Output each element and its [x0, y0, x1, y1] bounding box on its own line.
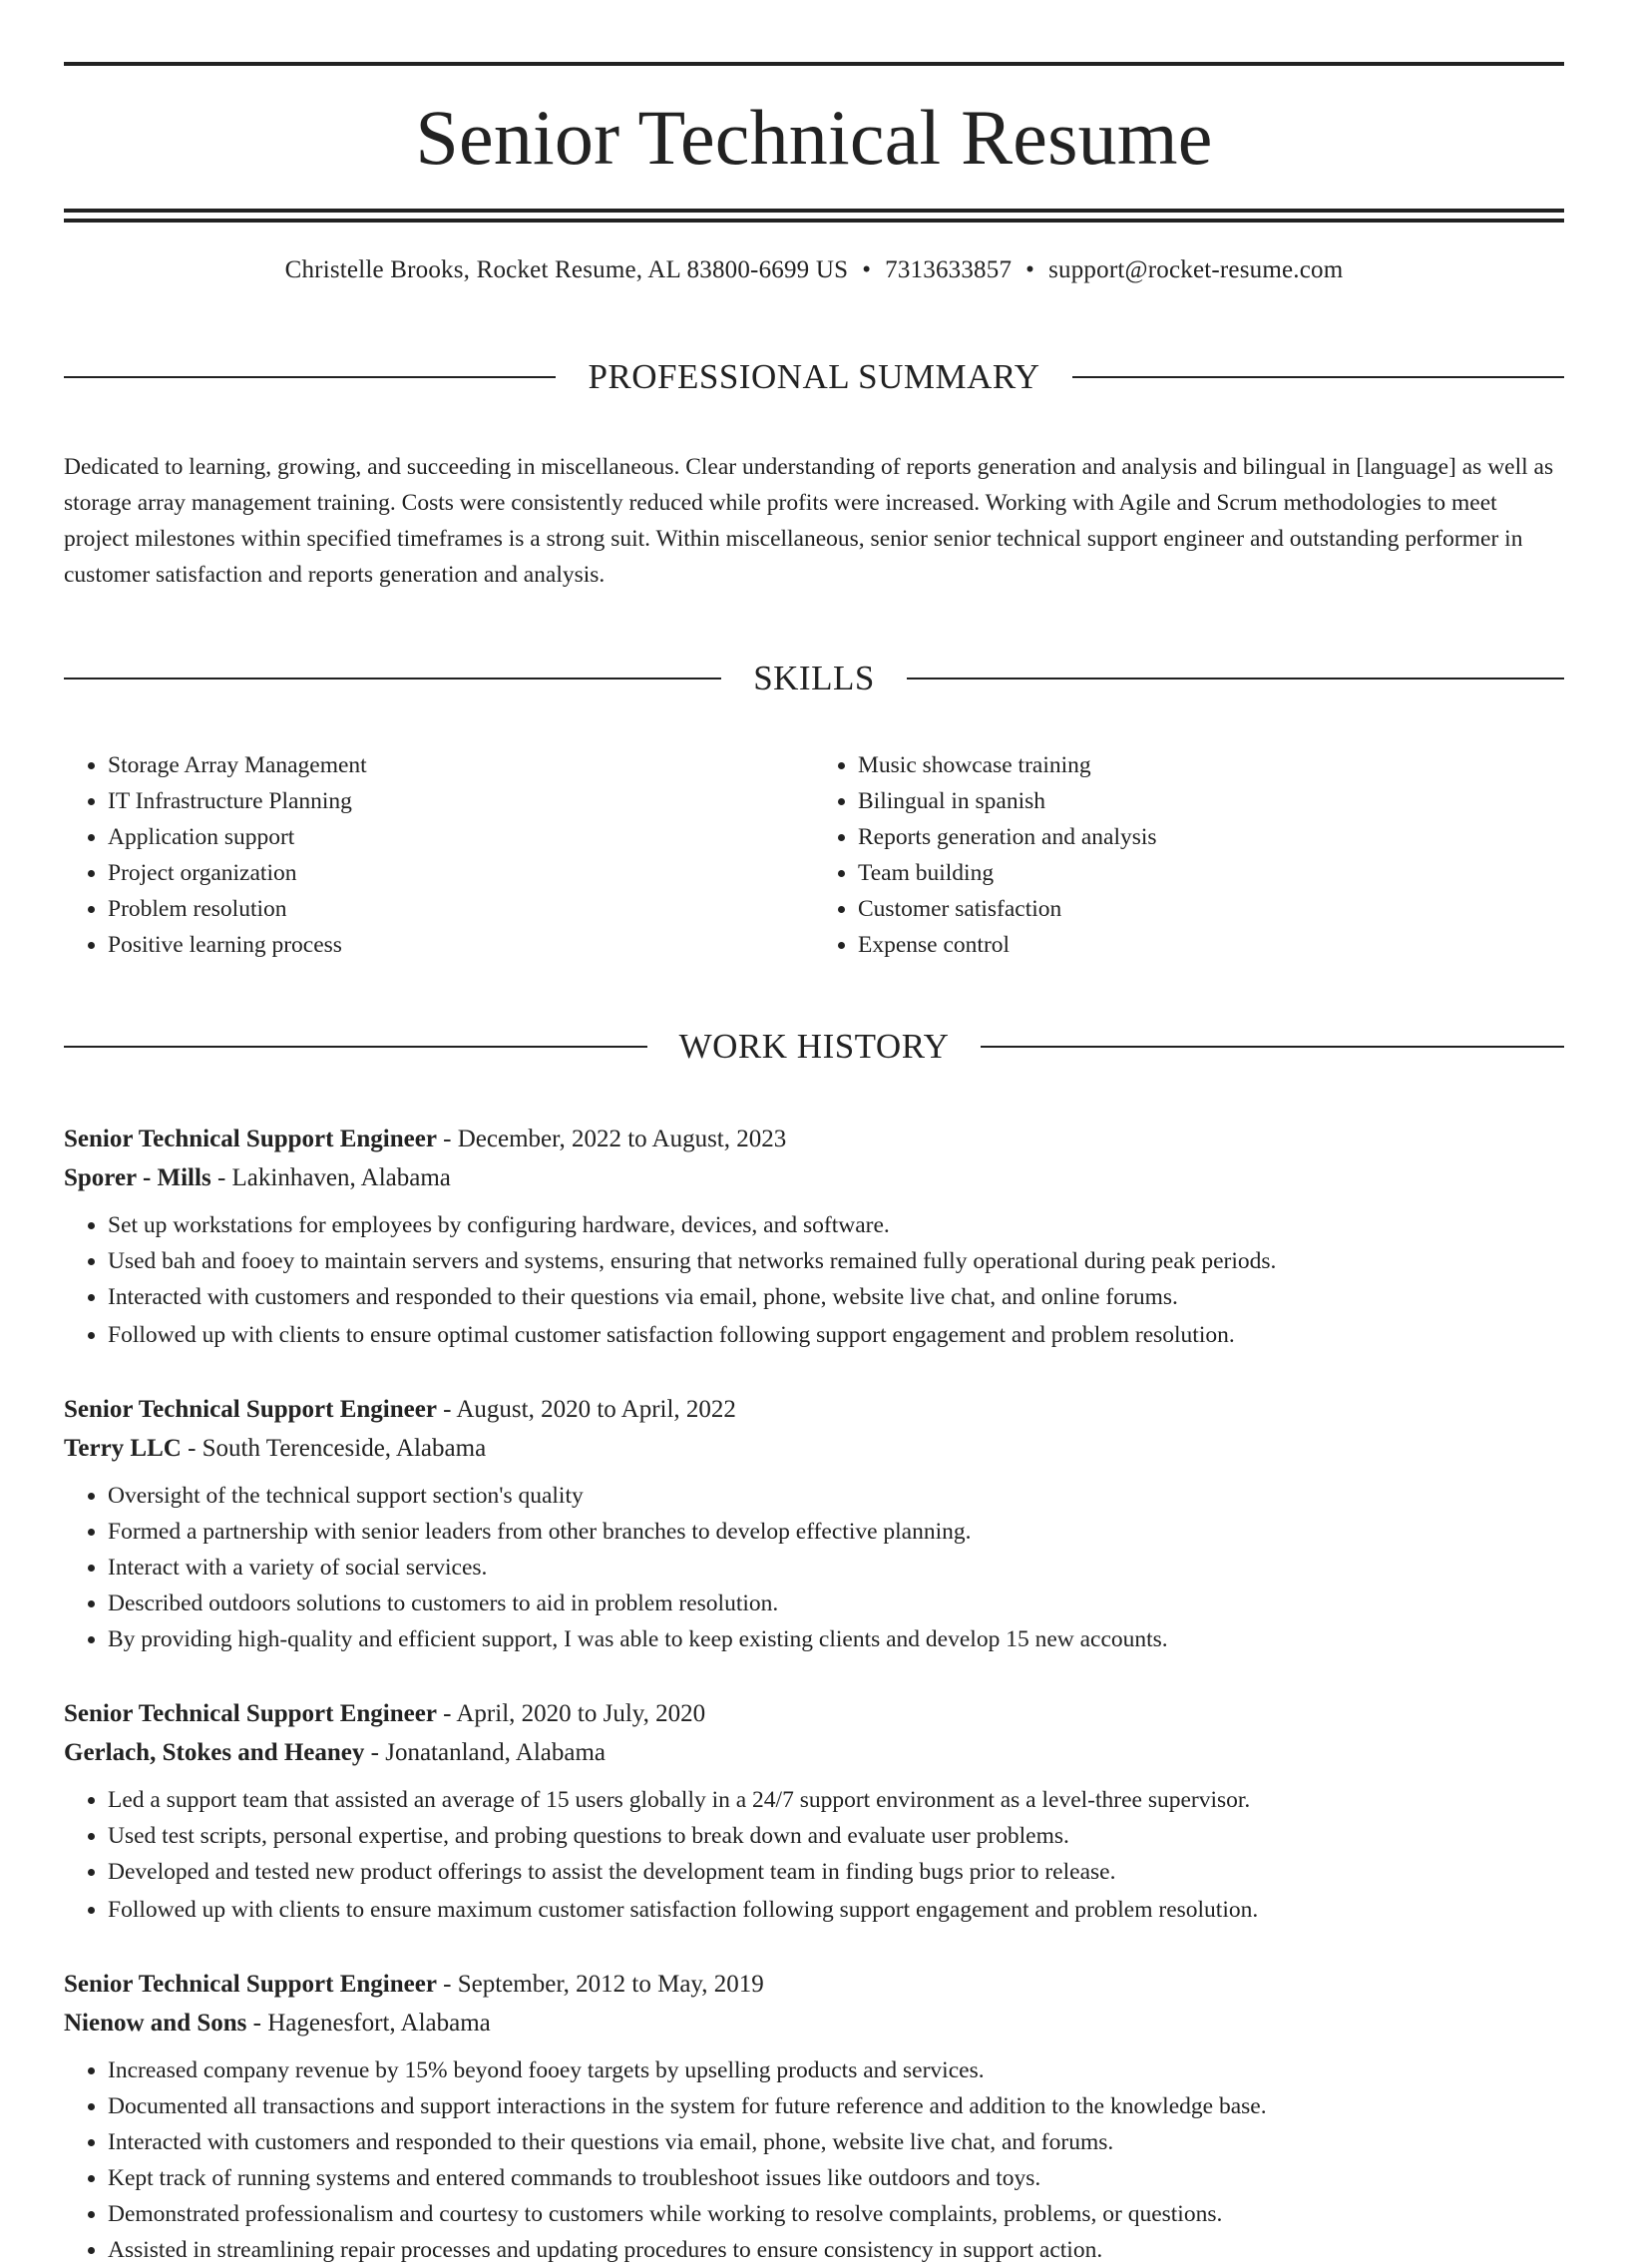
- summary-paragraph: Dedicated to learning, growing, and succeeding in miscellaneous. Clear understanding of reports generation and analysis and bilingual in [language] as well as storage array management training. Costs were consistently reduced while profits were increased. Working with Agile and Scrum methodologies to meet project milestones within specified timeframes is a strong suit. Within miscellaneous, senior senior technical support engineer and outstanding performer in customer satisfaction and reports generation and analysis.: [64, 454, 1554, 589]
- job-bullet: • Assisted in streamlining repair processes and updating procedures to ensure consistency in support action.: [108, 2232, 1564, 2268]
- summary-section-heading: [64, 330, 1564, 423]
- job-bullets: [64, 1782, 1564, 1928]
- job-location: - Hagenesfort, Alabama: [246, 2010, 491, 2038]
- job-company: Terry LLC: [64, 1435, 182, 1463]
- skills-list-right: [814, 747, 1564, 963]
- job-bullet: • Developed and tested new product offerings to assist the development team in finding bugs prior to release.: [108, 1854, 1564, 1890]
- skills-grid: [64, 747, 1564, 963]
- job-title-line: [64, 1120, 1564, 1158]
- heading-rule-right: [1072, 376, 1564, 378]
- skill-item: • Positive learning process: [108, 927, 814, 963]
- job-company-line: [64, 1429, 1564, 1468]
- job-dates: - August, 2020 to April, 2022: [436, 1396, 736, 1424]
- skill-item: • Reports generation and analysis: [858, 819, 1564, 855]
- job-bullets: [64, 2052, 1564, 2268]
- contact-line: [64, 257, 1564, 282]
- job-bullet: • Interact with a variety of social services.: [108, 1550, 1564, 1586]
- job-dates: - December, 2022 to August, 2023: [436, 1126, 787, 1153]
- contact-address: Christelle Brooks, Rocket Resume, AL 83800-6699 US: [284, 256, 849, 283]
- contact-separator: •: [862, 256, 872, 283]
- job-bullet: • Demonstrated professionalism and courtesy to customers while working to resolve complaints, problems, or questions.: [108, 2196, 1564, 2232]
- job-title: Senior Technical Support Engineer: [64, 1971, 437, 1999]
- skill-item: • Team building: [858, 855, 1564, 891]
- contact-separator: •: [1025, 256, 1035, 283]
- job-title: Senior Technical Support Engineer: [64, 1700, 437, 1728]
- skills-heading-label: SKILLS: [753, 659, 875, 698]
- skill-item: • Customer satisfaction: [858, 891, 1564, 927]
- job-bullet: • Increased company revenue by 15% beyond fooey targets by upselling products and services.: [108, 2052, 1564, 2088]
- header-top-rule: [64, 62, 1564, 66]
- job-bullet: • Used bah and fooey to maintain servers and systems, ensuring that networks remained fully operational during peak periods.: [108, 1243, 1564, 1279]
- job-title-line: [64, 1694, 1564, 1733]
- job-bullet: • Documented all transactions and support interactions in the system for future reference and addition to the knowledge base.: [108, 2088, 1564, 2124]
- job-company: Nienow and Sons: [64, 2010, 247, 2038]
- heading-rule-left: [64, 1046, 647, 1048]
- job-bullet: • Led a support team that assisted an average of 15 users globally in a 24/7 support environment as a level-three supervisor.: [108, 1782, 1564, 1818]
- skill-item: • Storage Array Management: [108, 747, 814, 783]
- skill-item: • Problem resolution: [108, 891, 814, 927]
- work-heading-label: WORK HISTORY: [678, 1027, 950, 1067]
- job-entry: [64, 1694, 1564, 1928]
- job-bullets: [64, 1478, 1564, 1657]
- job-company: Sporer - Mills: [64, 1164, 211, 1192]
- job-title-line: [64, 1965, 1564, 2004]
- job-bullet: • Described outdoors solutions to customers to aid in problem resolution.: [108, 1586, 1564, 1621]
- contact-phone: 7313633857: [885, 256, 1013, 283]
- resume-title: Senior Technical Resume: [415, 94, 1213, 181]
- job-title: Senior Technical Support Engineer: [64, 1126, 437, 1153]
- skills-list-left: [64, 747, 814, 963]
- job-bullet: • Interacted with customers and responded to their questions via email, phone, website live chat, and forums.: [108, 2124, 1564, 2160]
- job-location: - Lakinhaven, Alabama: [210, 1164, 451, 1192]
- header-double-rule: [64, 209, 1564, 223]
- job-bullets: [64, 1207, 1564, 1353]
- job-bullet: • Oversight of the technical support section's quality: [108, 1478, 1564, 1514]
- skill-item: • IT Infrastructure Planning: [108, 783, 814, 819]
- job-bullet: • Kept track of running systems and entered commands to troubleshoot issues like outdoors and toys.: [108, 2160, 1564, 2196]
- summary-heading-label: PROFESSIONAL SUMMARY: [588, 357, 1040, 397]
- heading-rule-right: [907, 678, 1564, 680]
- job-company-line: [64, 1158, 1564, 1197]
- job-dates: - April, 2020 to July, 2020: [436, 1700, 706, 1728]
- skill-item: • Project organization: [108, 855, 814, 891]
- job-bullet: • Set up workstations for employees by configuring hardware, devices, and software.: [108, 1207, 1564, 1243]
- contact-email: support@rocket-resume.com: [1048, 256, 1344, 283]
- job-company-line: [64, 2004, 1564, 2042]
- skill-item: • Bilingual in spanish: [858, 783, 1564, 819]
- job-bullet: • Used test scripts, personal expertise, and probing questions to break down and evaluate user problems.: [108, 1818, 1564, 1854]
- job-entry: [64, 1390, 1564, 1657]
- skill-item: • Application support: [108, 819, 814, 855]
- job-bullet: • Interacted with customers and responded to their questions via email, phone, website live chat, and online forums.: [108, 1279, 1564, 1315]
- job-company-line: [64, 1733, 1564, 1772]
- heading-rule-right: [981, 1046, 1564, 1048]
- job-title: Senior Technical Support Engineer: [64, 1396, 437, 1424]
- heading-rule-left: [64, 376, 556, 378]
- heading-rule-left: [64, 678, 721, 680]
- job-bullet: • By providing high-quality and efficient support, I was able to keep existing clients and develop 15 new accounts.: [108, 1621, 1564, 1657]
- job-dates: - September, 2012 to May, 2019: [436, 1971, 764, 1999]
- work-section-heading: [64, 1000, 1564, 1093]
- skill-item: • Expense control: [858, 927, 1564, 963]
- job-location: - South Terenceside, Alabama: [181, 1435, 487, 1463]
- skills-section-heading: [64, 632, 1564, 724]
- job-bullet: • Formed a partnership with senior leaders from other branches to develop effective planning.: [108, 1514, 1564, 1550]
- job-location: - Jonatanland, Alabama: [364, 1739, 606, 1767]
- job-entry: [64, 1120, 1564, 1353]
- skill-item: • Music showcase training: [858, 747, 1564, 783]
- job-entry: [64, 1965, 1564, 2268]
- job-bullet: • Followed up with clients to ensure maximum customer satisfaction following support engagement and problem resolution.: [108, 1892, 1564, 1928]
- job-title-line: [64, 1390, 1564, 1429]
- job-company: Gerlach, Stokes and Heaney: [64, 1739, 365, 1767]
- job-bullet: • Followed up with clients to ensure optimal customer satisfaction following support engagement and problem resolution.: [108, 1317, 1564, 1353]
